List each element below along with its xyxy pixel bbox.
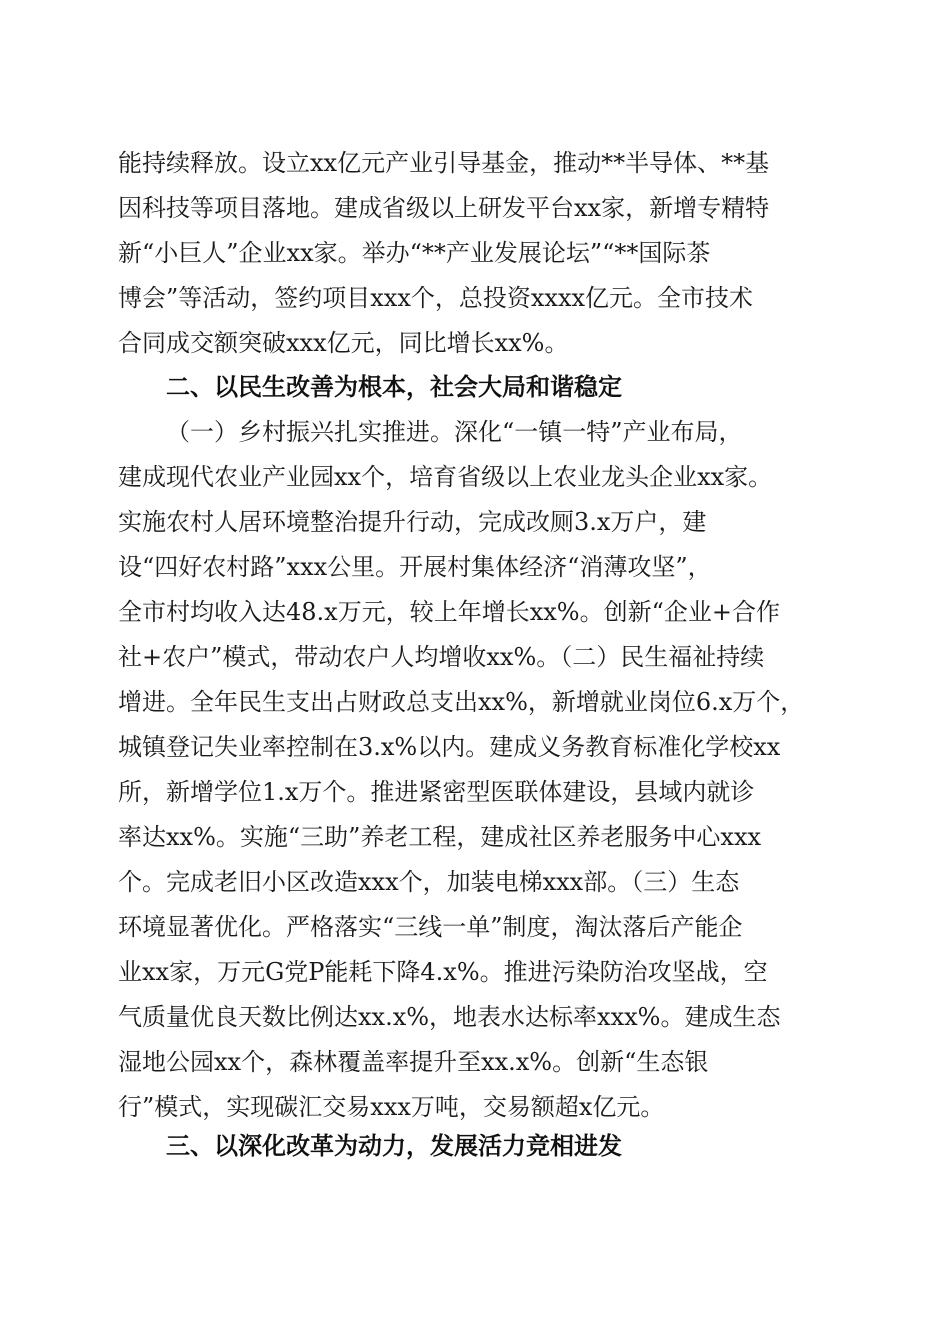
paragraph-line: 所，新增学位1.x万个。推进紧密型医联体建设，县域内就诊 <box>118 778 755 806</box>
paragraph-line: 能持续释放。设立xx亿元产业引导基金，推动**半导体、**基 <box>118 149 770 177</box>
paragraph-line: 环境显著优化。严格落实“三线一单”制度，淘汰落后产能企 <box>118 913 743 941</box>
paragraph-line: 实施农村人居环境整治提升行动，完成改厕3.x万户，建 <box>118 508 707 536</box>
paragraph-line: 全市村均收入达48.x万元，较上年增长xx%。创新“企业+合作 <box>118 598 780 626</box>
paragraph-line: 个。完成老旧小区改造xxx个，加装电梯xxx部。（三）生态 <box>118 868 740 896</box>
paragraph-line: 社+农户”模式，带动农户人均增收xx%。（二）民生福祉持续 <box>118 643 765 671</box>
paragraph-line: 行”模式，实现碳汇交易xxx万吨，交易额超x亿元。 <box>118 1093 665 1121</box>
paragraph-line: 增进。全年民生支出占财政总支出xx%，新增就业岗位6.x万个， <box>118 688 805 716</box>
paragraph-line: （一）乡村振兴扎实推进。深化“一镇一特”产业布局， <box>166 418 743 446</box>
paragraph-line: 因科技等项目落地。建成省级以上研发平台xx家，新增专精特 <box>118 194 770 222</box>
paragraph-line: 城镇登记失业率控制在3.x%以内。建成义务教育标准化学校xx <box>118 733 781 761</box>
paragraph-line: 新“小巨人”企业xx家。举办“**产业发展论坛”“**国际茶 <box>118 239 711 267</box>
paragraph-line: 率达xx%。实施“三助”养老工程，建成社区养老服务中心xxx <box>118 823 762 851</box>
paragraph-line: 建成现代农业产业园xx个，培育省级以上农业龙头企业xx家。 <box>118 463 773 491</box>
paragraph-line: 湿地公园xx个，森林覆盖率提升至xx.x%。创新“生态银 <box>118 1048 709 1076</box>
section-heading: 二、以民生改善为根本，社会大局和谐稳定 <box>166 373 622 401</box>
paragraph-line: 设“四好农村路”xxx公里。开展村集体经济“消薄攻坚”， <box>118 553 712 581</box>
paragraph-line: 气质量优良天数比例达xx.x%，地表水达标率xxx%。建成生态 <box>118 1003 781 1031</box>
section-heading: 三、以深化改革为动力，发展活力竞相进发 <box>166 1132 622 1160</box>
paragraph-line: 业xx家，万元G党P能耗下降4.x%。推进污染防治攻坚战，空 <box>118 958 768 986</box>
paragraph-line: 合同成交额突破xxx亿元，同比增长xx%。 <box>118 329 569 357</box>
paragraph-line: 博会”等活动，签约项目xxx个，总投资xxxx亿元。全市技术 <box>118 284 754 312</box>
